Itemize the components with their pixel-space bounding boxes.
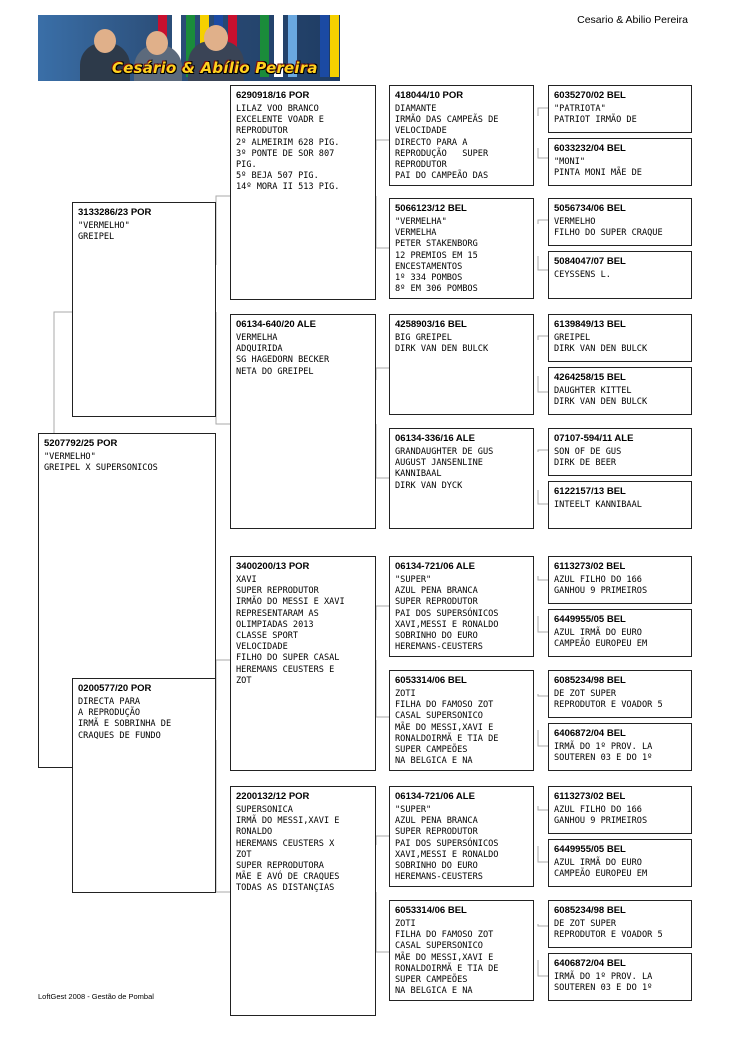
banner-title: Cesário & Abílio Pereira <box>112 59 318 77</box>
ring-number: 5084047/07 BEL <box>554 256 626 267</box>
ring-number: 418044/10 POR <box>395 90 464 101</box>
ring-number: 3400200/13 POR <box>236 561 310 572</box>
ring-number: 6122157/13 BEL <box>554 486 626 497</box>
pedigree-dsd-sire <box>548 670 692 718</box>
ring-number: 6113273/02 BEL <box>554 561 626 572</box>
bird-description: DE ZOT SUPER REPRODUTOR E VOADOR 5 <box>554 689 663 711</box>
pedigree-sire-sire <box>230 85 376 300</box>
ring-number: 4264258/15 BEL <box>554 372 626 383</box>
bird-description: DIRECTA PARA A REPRODUÇÃO IRMÃ E SOBRINHA DE CRAQUES DE FUNDO <box>78 697 172 741</box>
bird-description: INTEELT KANNIBAAL <box>554 500 642 510</box>
pedigree-ds-dam <box>389 670 534 771</box>
bird-description: GREIPEL DIRK VAN DEN BULCK <box>554 333 648 355</box>
pedigree-sdd-sire <box>548 428 692 476</box>
pedigree-ssd-sire <box>548 198 692 246</box>
pedigree-ddd-sire <box>548 900 692 948</box>
pedigree-dd-dam <box>389 900 534 1001</box>
ring-number: 6085234/98 BEL <box>554 675 626 686</box>
pedigree-sdd-dam <box>548 481 692 529</box>
pedigree-dsd-dam <box>548 723 692 771</box>
bird-description: ZOTI FILHA DO FAMOSO ZOT CASAL SUPERSONICO MÃE DO MESSI,XAVI E RONALDOIRMÃ E TIA DE SUPER CAMPEÕES NA BELGICA E NA <box>395 919 499 997</box>
pedigree-dam <box>72 678 216 893</box>
ring-number: 6085234/98 BEL <box>554 905 626 916</box>
ring-number: 6449955/05 BEL <box>554 844 626 855</box>
footer-credit: LoftGest 2008 - Gestão de Pombal <box>38 992 154 1001</box>
bird-description: "VERMELHO" GREIPEL X SUPERSONICOS <box>44 452 158 474</box>
ring-number: 5056734/06 BEL <box>554 203 626 214</box>
pedigree-sd-dam <box>389 428 534 529</box>
bird-description: AZUL IRMÃ DO EURO CAMPEÃO EUROPEU EM <box>554 858 648 880</box>
ring-number: 06134-721/06 ALE <box>395 561 475 572</box>
ring-number: 6035270/02 BEL <box>554 90 626 101</box>
pedigree-sds-dam <box>548 367 692 415</box>
bird-description: "SUPER" AZUL PENA BRANCA SUPER REPRODUTOR PAI DOS SUPERSÓNICOS XAVI,MESSI E RONALDO SOBRINHO DO EURO HEREMANS-CEUSTERS <box>395 805 499 883</box>
pedigree-sire-dam <box>230 314 376 529</box>
bird-description: LILAZ VOO BRANCO EXCELENTE VOADR E REPRODUTOR 2º ALMEIRIM 628 PIG. 3º PONTE DE SOR 807 PIG. 5º BEJA 507 PIG. 14º MORA II 513 PIG. <box>236 104 340 193</box>
ring-number: 5207792/25 POR <box>44 438 118 449</box>
bird-description: DIAMANTE IRMÃO DAS CAMPEÃS DE VELOCIDADE DIRECTO PARA A REPRODUÇÃO SUPER REPRODUTOR PAI DO CAMPEÃO DAS <box>395 104 499 182</box>
bird-description: AZUL FILHO DO 166 GANHOU 9 PRIMEIROS <box>554 805 648 827</box>
ring-number: 6406872/04 BEL <box>554 958 626 969</box>
ring-number: 6449955/05 BEL <box>554 614 626 625</box>
bird-description: AZUL IRMÃ DO EURO CAMPEÃO EUROPEU EM <box>554 628 648 650</box>
bird-description: ZOTI FILHA DO FAMOSO ZOT CASAL SUPERSONICO MÃE DO MESSI,XAVI E RONALDOIRMÃ E TIA DE SUPER CAMPEÕES NA BELGICA E NA <box>395 689 499 767</box>
bird-description: IRMÃ DO 1º PROV. LA SOUTEREN 03 E DO 1º <box>554 742 653 764</box>
ring-number: 4258903/16 BEL <box>395 319 467 330</box>
bird-description: "VERMELHA" VERMELHA PETER STAKENBORG 12 PREMIOS EM 15 ENCESTAMENTOS 1º 334 POMBOS 8º EM 306 POMBOS <box>395 217 478 295</box>
ring-number: 06134-640/20 ALE <box>236 319 316 330</box>
pedigree-sss-dam <box>548 138 692 186</box>
ring-number: 6406872/04 BEL <box>554 728 626 739</box>
bird-description: XAVI SUPER REPRODUTOR IRMÃO DO MESSI E XAVI REPRESENTARAM AS OLIMPIADAS 2013 CLASSE SPORT VELOCIDADE FILHO DO SUPER CASAL HEREMANS CEUSTERS E ZOT <box>236 575 345 686</box>
pedigree-dam-dam <box>230 786 376 1016</box>
ring-number: 6053314/06 BEL <box>395 905 467 916</box>
pedigree-sds-sire <box>548 314 692 362</box>
ring-number: 6113273/02 BEL <box>554 791 626 802</box>
pedigree-dds-sire <box>548 786 692 834</box>
bird-description: "VERMELHO" GREIPEL <box>78 221 130 243</box>
ring-number: 6033232/04 BEL <box>554 143 626 154</box>
pedigree-ss-sire <box>389 85 534 186</box>
bird-description: SUPERSONICA IRMÃ DO MESSI,XAVI E RONALDO HEREMANS CEUSTERS X ZOT SUPER REPRODUTORA MÃE E AVÓ DE CRAQUES TODAS AS DISTANÇIAS <box>236 805 340 894</box>
pedigree-dss-sire <box>548 556 692 604</box>
pedigree-ds-sire <box>389 556 534 657</box>
bird-description: BIG GREIPEL DIRK VAN DEN BULCK <box>395 333 489 355</box>
pedigree-dam-sire <box>230 556 376 771</box>
pedigree-ssd-dam <box>548 251 692 299</box>
bird-description: IRMÃ DO 1º PROV. LA SOUTEREN 03 E DO 1º <box>554 972 653 994</box>
pedigree-dds-dam <box>548 839 692 887</box>
ring-number: 2200132/12 POR <box>236 791 310 802</box>
ring-number: 3133286/23 POR <box>78 207 152 218</box>
bird-description: CEYSSENS L. <box>554 270 611 280</box>
pedigree-dd-sire <box>389 786 534 887</box>
pedigree-sss-sire <box>548 85 692 133</box>
bird-description: AZUL FILHO DO 166 GANHOU 9 PRIMEIROS <box>554 575 648 597</box>
bird-description: "MONI" PINTA MONI MÃE DE <box>554 157 642 179</box>
ring-number: 6053314/06 BEL <box>395 675 467 686</box>
ring-number: 6139849/13 BEL <box>554 319 626 330</box>
pedigree-dss-dam <box>548 609 692 657</box>
bird-description: "PATRIOTA" PATRIOT IRMÃO DE <box>554 104 637 126</box>
bird-description: DE ZOT SUPER REPRODUTOR E VOADOR 5 <box>554 919 663 941</box>
bird-description: "SUPER" AZUL PENA BRANCA SUPER REPRODUTOR PAI DOS SUPERSÓNICOS XAVI,MESSI E RONALDO SOBRINHO DO EURO HEREMANS-CEUSTERS <box>395 575 499 653</box>
pedigree-ddd-dam <box>548 953 692 1001</box>
bird-description: VERMELHO FILHO DO SUPER CRAQUE <box>554 217 663 239</box>
ring-number: 06134-721/06 ALE <box>395 791 475 802</box>
owner-name: Cesario & Abilio Pereira <box>577 14 688 26</box>
ring-number: 0200577/20 POR <box>78 683 152 694</box>
bird-description: GRANDAUGHTER DE GUS AUGUST JANSENLINE KANNIBAAL DIRK VAN DYCK <box>395 447 494 491</box>
bird-description: VERMELHA ADQUIRIDA SG HAGEDORN BECKER NETA DO GREIPEL <box>236 333 330 377</box>
ring-number: 5066123/12 BEL <box>395 203 467 214</box>
pedigree-sire <box>72 202 216 417</box>
ring-number: 07107-594/11 ALE <box>554 433 634 444</box>
bird-description: SON OF DE GUS DIRK DE BEER <box>554 447 622 469</box>
pedigree-sd-sire <box>389 314 534 415</box>
bird-description: DAUGHTER KITTEL DIRK VAN DEN BULCK <box>554 386 648 408</box>
ring-number: 06134-336/16 ALE <box>395 433 475 444</box>
pedigree-ss-dam <box>389 198 534 299</box>
ring-number: 6290918/16 POR <box>236 90 310 101</box>
